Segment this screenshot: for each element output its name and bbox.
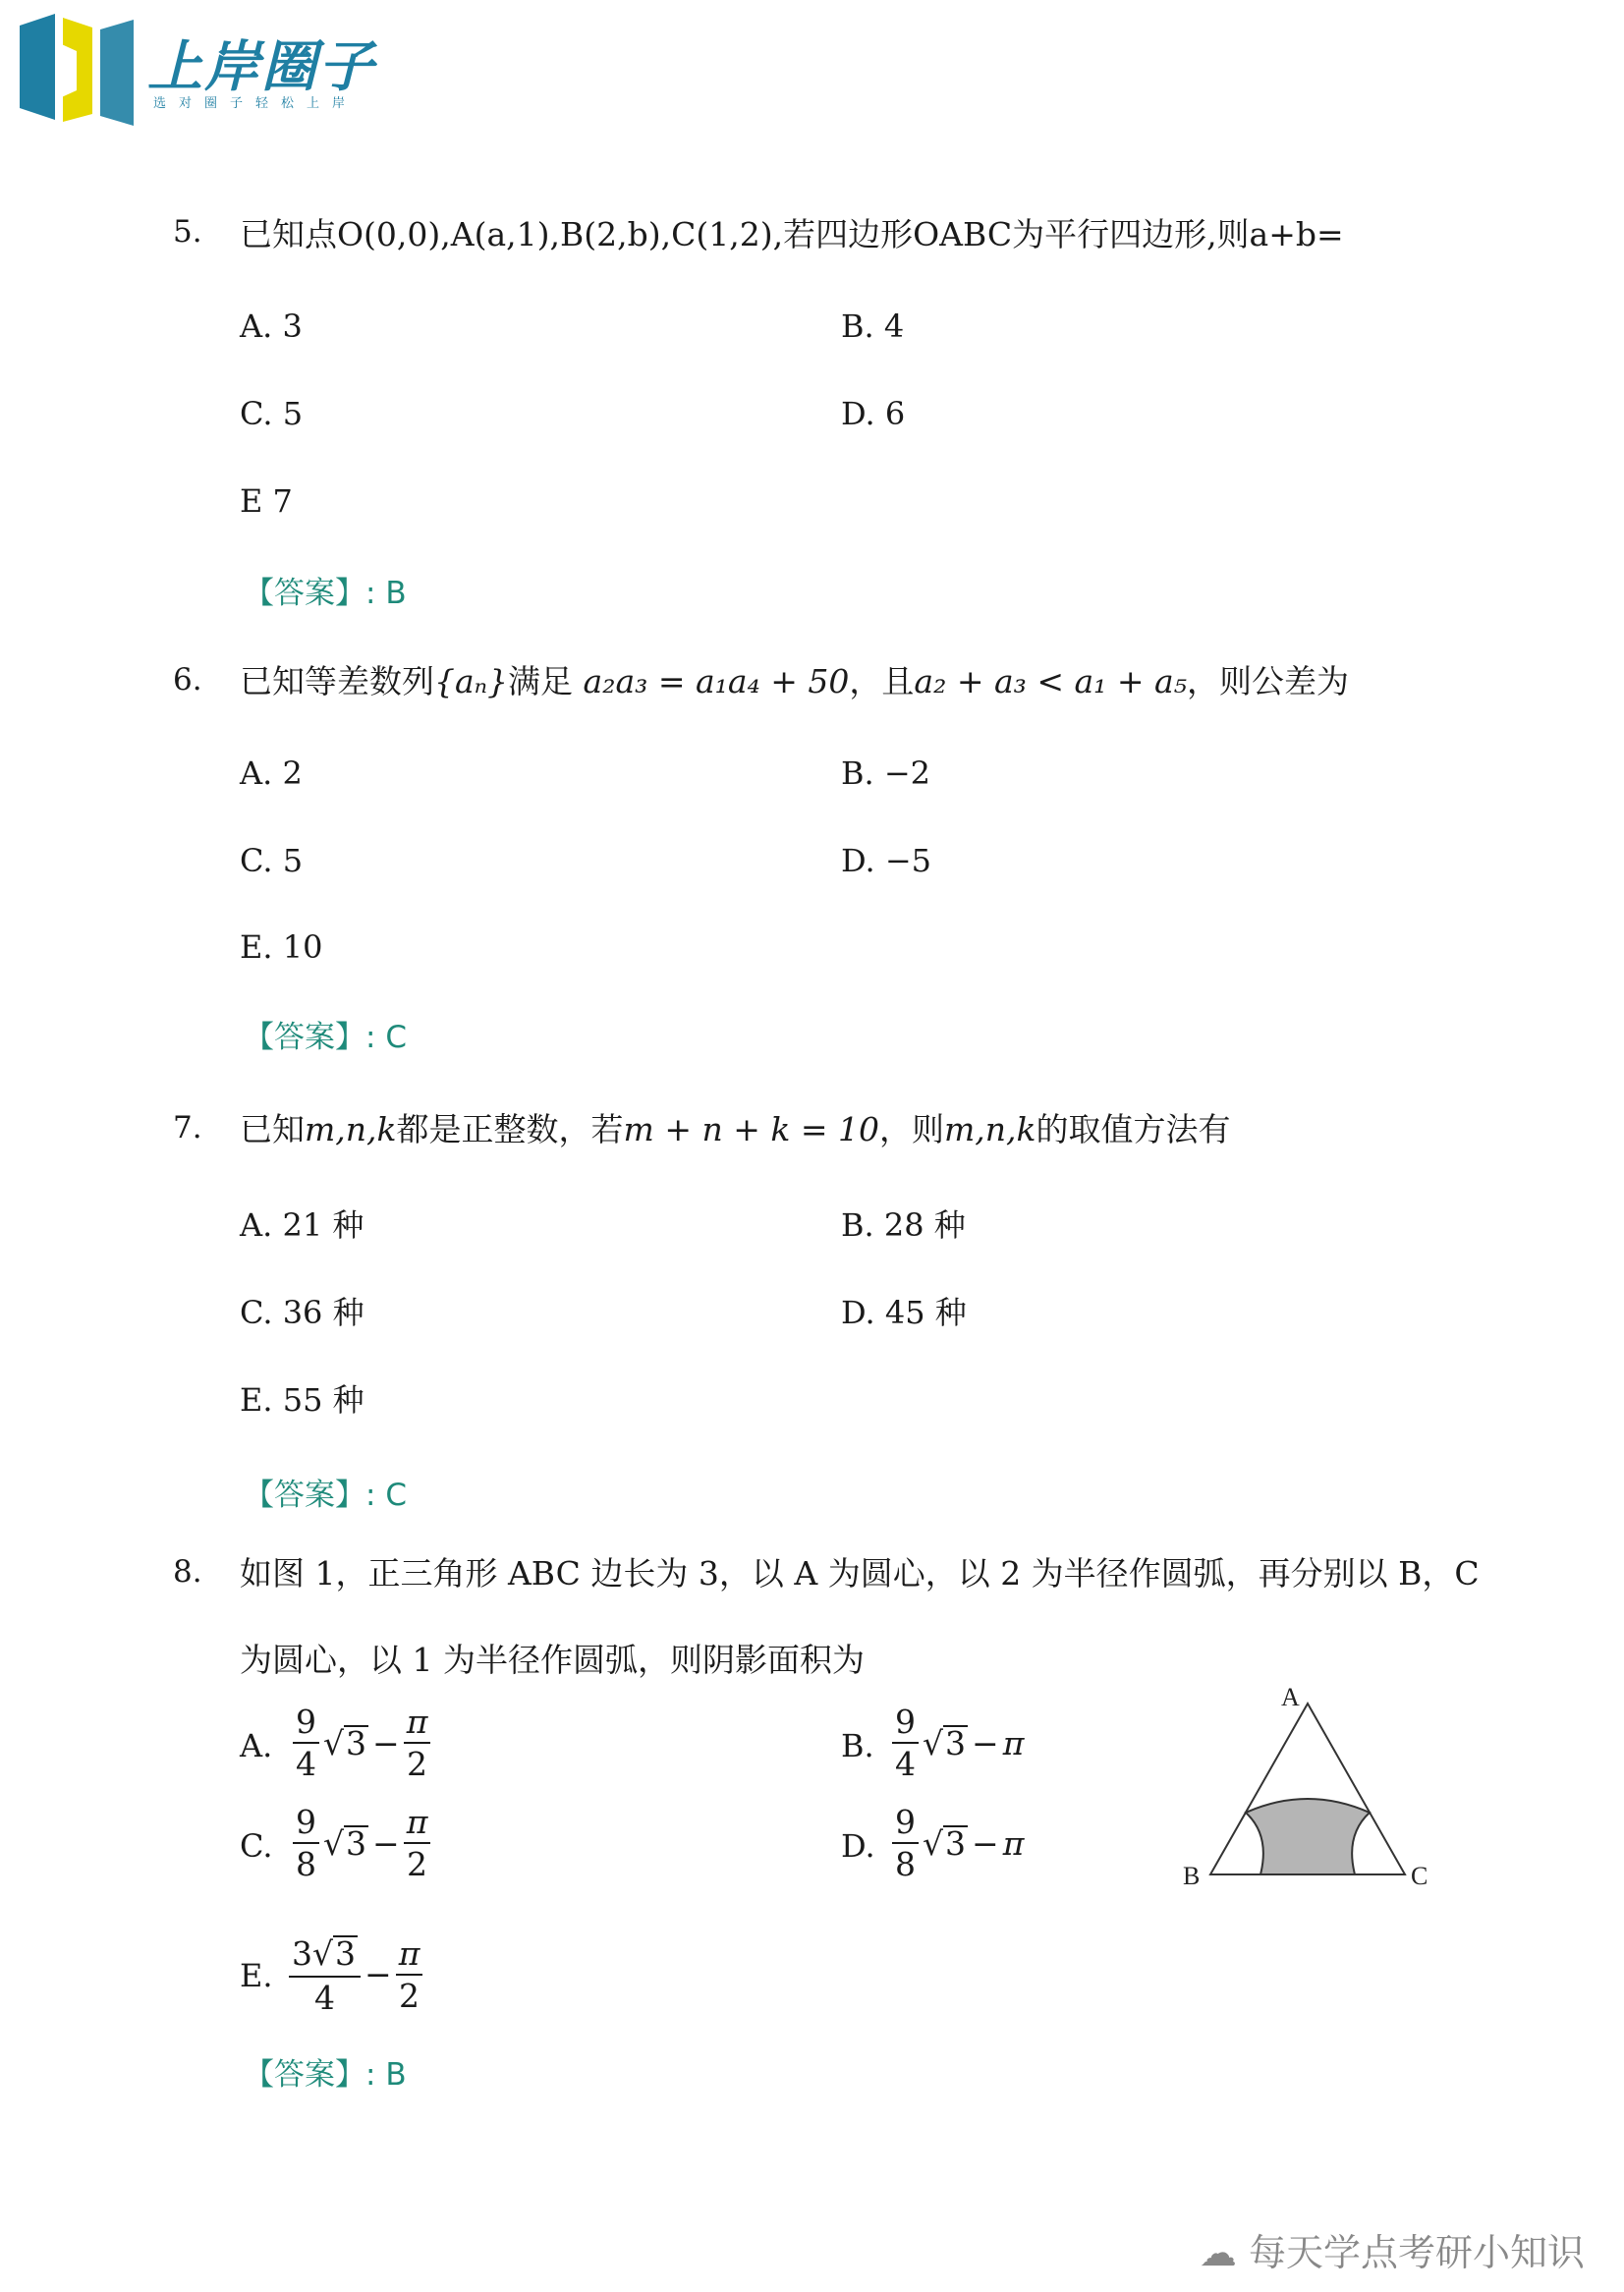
option-e: E. 55 种 (240, 1381, 364, 1419)
question-stem-line2: 为圆心，以 1 为半径作圆弧，则阴影面积为 (240, 1641, 865, 1679)
option-e: E 7 (240, 482, 293, 520)
option-b: B. 4 (841, 307, 905, 345)
wechat-icon: ☁ (1199, 2231, 1237, 2274)
question-stem: 已知m,n,k都是正整数，若m + n + k = 10，则m,n,k的取值方法有 (240, 1110, 1231, 1148)
option-c-letter: C. (240, 1827, 273, 1865)
option-c: C. 5 (240, 395, 304, 432)
logo-mark (16, 12, 138, 128)
option-d: D. 45 种 (841, 1294, 967, 1331)
option-d-formula: $\frac{9}{8}$ √3 − π (892, 1806, 1024, 1880)
option-c: C. 5 (240, 842, 304, 879)
vertex-c-label: C (1411, 1862, 1428, 1890)
question-number: 7. (173, 1110, 202, 1146)
vertex-a-label: A (1281, 1683, 1300, 1711)
option-a-formula: $\frac{9}{4}$ √3 − $\frac{\pi}{2}$ (293, 1705, 430, 1780)
option-e-formula: $\frac{3√3}{4}$ − $\frac{\pi}{2}$ (289, 1935, 422, 2014)
option-d-letter: D. (841, 1827, 875, 1865)
option-d: D. 6 (841, 395, 906, 432)
question-stem: 已知点O(0,0),A(a,1),B(2,b),C(1,2),若四边形OABC为平行四边形,则a+b= (240, 215, 1344, 253)
triangle-figure (1179, 1682, 1444, 1898)
answer: 【答案】: C (244, 1478, 407, 1513)
question-number: 6. (173, 662, 202, 698)
question-stem: 已知等差数列{aₙ}满足 a₂a₃ = a₁a₄ + 50，且a₂ + a₃ < a₁ + a₅，则公差为 (240, 662, 1349, 700)
answer: 【答案】: B (244, 2057, 407, 2093)
question-stem-line1: 如图 1，正三角形 ABC 边长为 3，以 A 为圆心，以 2 为半径作圆弧，再分别以 B，C (240, 1554, 1480, 1593)
option-a: A. 3 (240, 307, 303, 345)
option-e: E. 10 (240, 928, 323, 966)
question-number: 8. (173, 1554, 202, 1590)
answer: 【答案】: C (244, 1020, 407, 1055)
option-c: C. 36 种 (240, 1294, 364, 1331)
option-a-letter: A. (240, 1727, 273, 1764)
brand-tagline: 选对圈子轻松上岸 (153, 96, 359, 111)
option-b-formula: $\frac{9}{4}$ √3 − π (892, 1705, 1024, 1780)
option-e-letter: E. (240, 1957, 273, 1994)
brand-name: 上岸圈子 (147, 35, 375, 99)
option-b: B. −2 (841, 755, 931, 792)
option-a: A. 21 种 (240, 1206, 364, 1244)
vertex-b-label: B (1183, 1862, 1201, 1890)
option-d: D. −5 (841, 842, 932, 879)
answer: 【答案】: B (244, 576, 407, 611)
footer-watermark: ☁ 每天学点考研小知识 (1199, 2231, 1585, 2274)
question-number: 5. (173, 214, 202, 250)
option-b: B. 28 种 (841, 1206, 966, 1244)
option-c-formula: $\frac{9}{8}$ √3 − $\frac{\pi}{2}$ (293, 1806, 430, 1880)
option-b-letter: B. (841, 1727, 874, 1764)
option-a: A. 2 (240, 755, 303, 792)
shaded-region (1246, 1799, 1370, 1874)
